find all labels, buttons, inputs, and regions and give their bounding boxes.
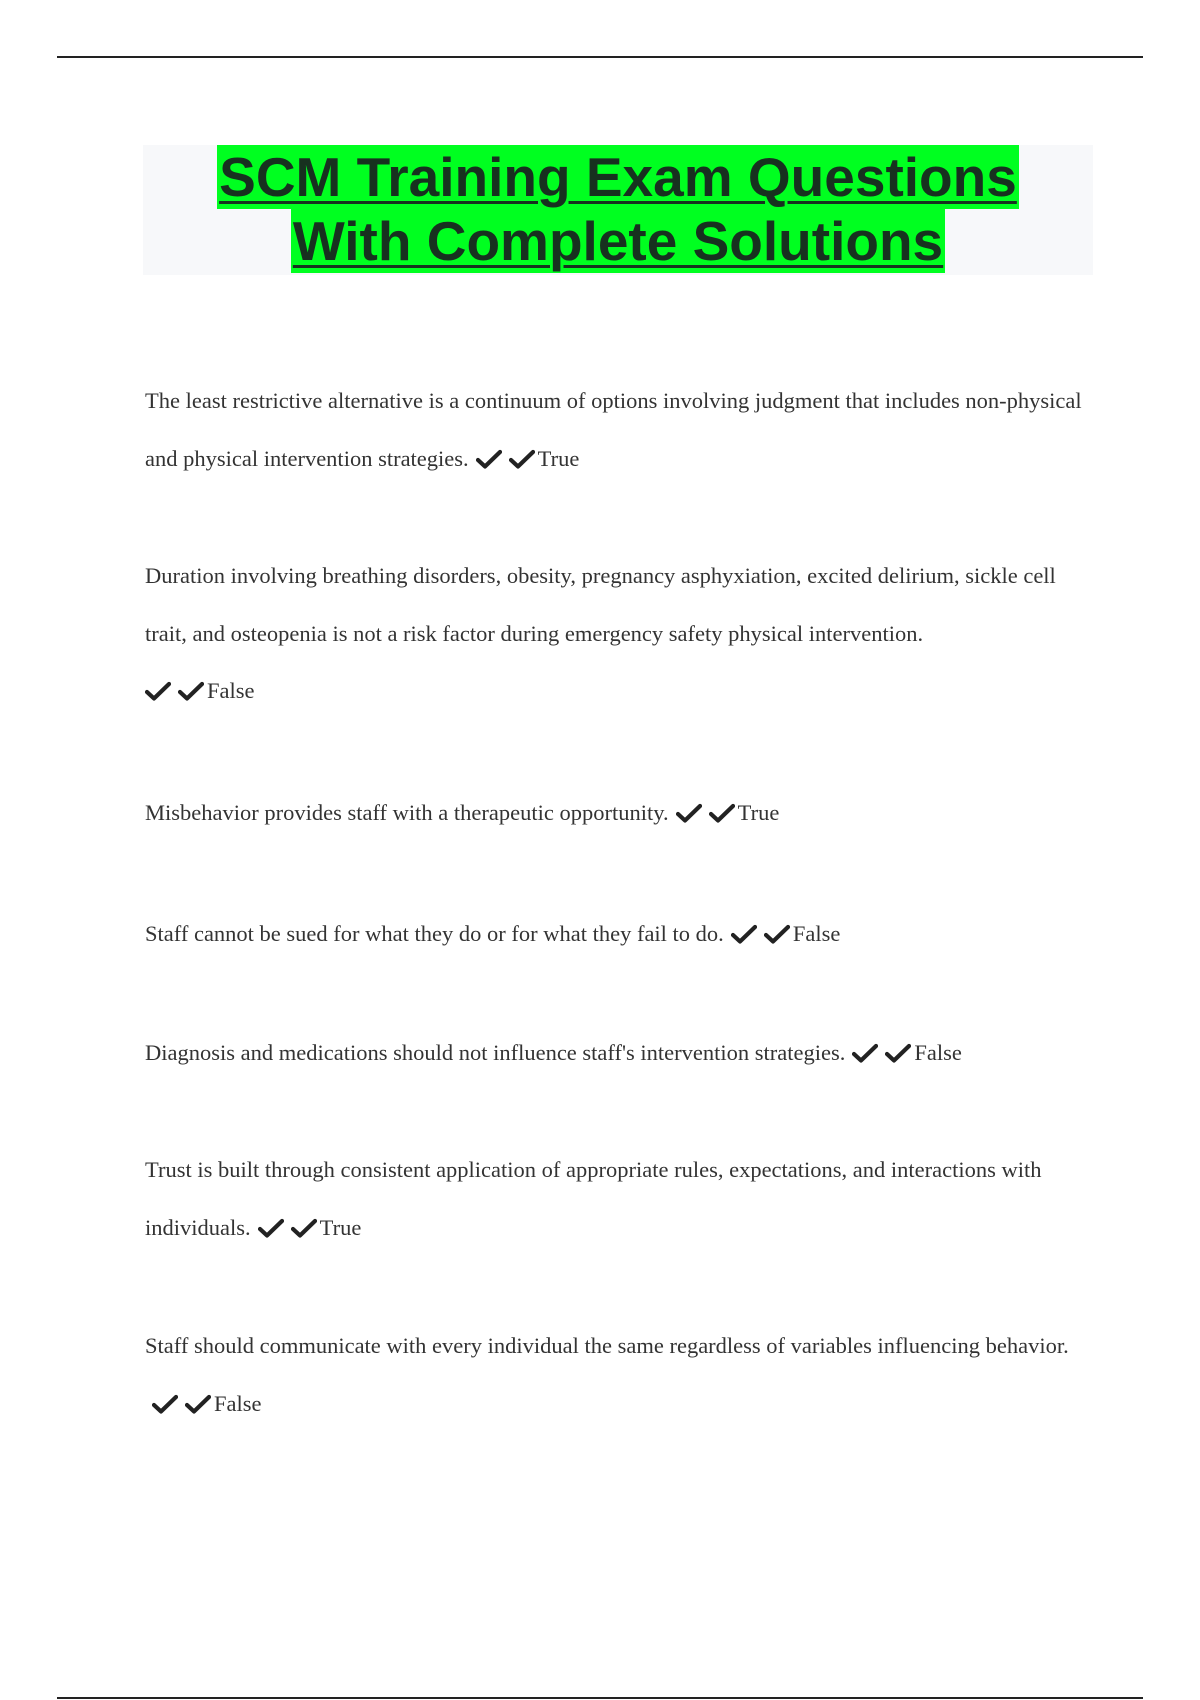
answer-text: False: [914, 1040, 962, 1065]
qa-item-5: [145, 1024, 1090, 1082]
question-text: Trust is built through consistent application of appropriate rules, expectations, and interactions with individuals.: [145, 1157, 1042, 1240]
checkmark-icon: [731, 908, 757, 928]
page-title-line-2: With Complete Solutions: [292, 210, 944, 272]
checkmark-icon: [185, 1378, 211, 1398]
answer-text: True: [319, 1214, 362, 1240]
page-title-line-1: SCM Training Exam Questions: [219, 146, 1017, 208]
qa-item-6: [145, 1141, 1090, 1256]
question-text: Staff cannot be sued for what they do or for what they fail to do.: [145, 921, 724, 946]
checkmark-icon: [291, 1202, 317, 1222]
checkmark-icon: [258, 1202, 284, 1222]
qa-item-4: [145, 905, 1090, 963]
answer-text: False: [207, 678, 255, 703]
question-text: Staff should communicate with every individual the same regardless of variables influencing behavior.: [145, 1333, 1069, 1358]
answer-text: True: [537, 445, 580, 471]
checkmark-icon: [476, 433, 502, 453]
question-text: Misbehavior provides staff with a therapeutic opportunity.: [145, 800, 669, 825]
qa-item-3: [145, 784, 1090, 842]
checkmark-icon: [178, 665, 204, 685]
question-text: The least restrictive alternative is a continuum of options involving judgment that includes non-physical and physical intervention strategies.: [145, 388, 1082, 471]
answer-text: True: [737, 800, 780, 825]
question-text: Duration involving breathing disorders, obesity, pregnancy asphyxiation, excited delirium, sickle cell trait, and osteopenia is not a risk factor during emergency safety physical intervention.: [145, 563, 1056, 646]
checkmark-icon: [509, 433, 535, 453]
checkmark-icon: [764, 908, 790, 928]
qa-item-7: [145, 1317, 1090, 1432]
checkmark-icon: [709, 787, 735, 807]
title-banner: [143, 145, 1093, 275]
checkmark-icon: [852, 1027, 878, 1047]
header-rule: [57, 56, 1143, 58]
answer-text: False: [792, 921, 841, 946]
footer-rule: [57, 1697, 1143, 1699]
answer-text: False: [214, 1390, 262, 1416]
checkmark-icon: [885, 1027, 911, 1047]
checkmark-icon: [676, 787, 702, 807]
qa-item-2: [145, 547, 1090, 720]
question-text: Diagnosis and medications should not influence staff's intervention strategies.: [145, 1040, 846, 1065]
checkmark-icon: [145, 665, 171, 685]
qa-item-1: [145, 372, 1090, 487]
checkmark-icon: [152, 1378, 178, 1398]
